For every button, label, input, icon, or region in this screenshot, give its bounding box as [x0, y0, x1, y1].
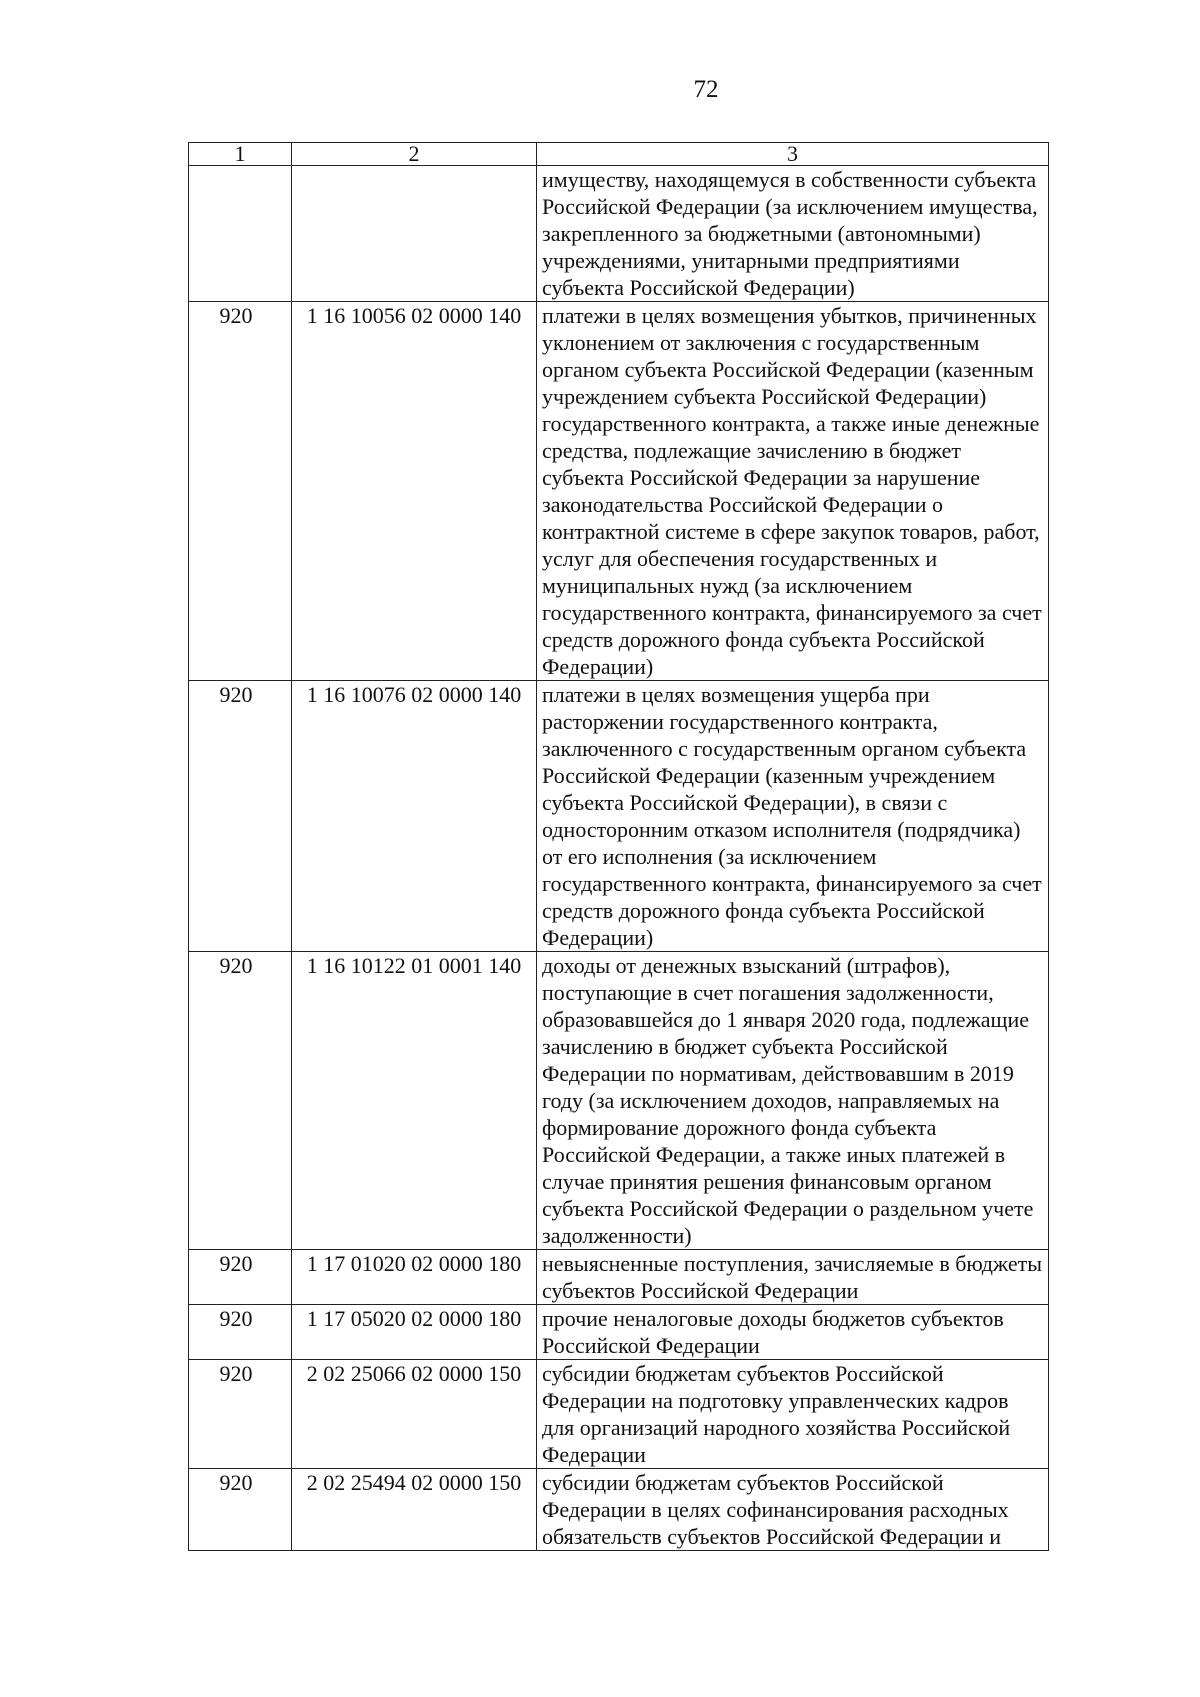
admin-code-cell: 920	[189, 1305, 292, 1360]
kbk-code-cell: 1 16 10076 02 0000 140	[292, 681, 537, 952]
table-row	[189, 1250, 1049, 1305]
description-cell: платежи в целях возмещения ущерба при расторжении государственного контракта, заключенного с государственным органом субъекта Российской Федерации (казенным учреждением субъекта Российской Федерации), в связи с односторонним отказом исполнителя (подрядчика) от его исполнения (за исключением государственного контракта, финансируемого за счет средств дорожного фонда субъекта Российской Федерации)	[537, 681, 1049, 952]
description-cell: платежи в целях возмещения убытков, причиненных уклонением от заключения с государственным органом субъекта Российской Федерации (казенным учреждением субъекта Российской Федерации) государственного контракта, а также иные денежные средства, подлежащие зачислению в бюджет субъекта Российской Федерации за нарушение законодательства Российской Федерации о контрактной системе в сфере закупок товаров, работ, услуг для обеспечения государственных и муниципальных нужд (за исключением государственного контракта, финансируемого за счет средств дорожного фонда субъекта Российской Федерации)	[537, 302, 1049, 681]
table-row	[189, 1469, 1049, 1551]
budget-codes-table	[188, 142, 1049, 1551]
admin-code-cell: 920	[189, 681, 292, 952]
admin-code-cell	[189, 166, 292, 302]
column-header-2: 2	[292, 143, 537, 166]
description-cell: доходы от денежных взысканий (штрафов), поступающие в счет погашения задолженности, образовавшейся до 1 января 2020 года, подлежащие зачислению в бюджет субъекта Российской Федерации по нормативам, действовавшим в 2019 году (за исключением доходов, направляемых на формирование дорожного фонда субъекта Российской Федерации, а также иных платежей в случае принятия решения финансовым органом субъекта Российской Федерации о раздельном учете задолженности)	[537, 952, 1049, 1250]
kbk-code-cell: 2 02 25066 02 0000 150	[292, 1360, 537, 1469]
column-header-1: 1	[189, 143, 292, 166]
table-row	[189, 166, 1049, 302]
kbk-code-cell: 1 17 05020 02 0000 180	[292, 1305, 537, 1360]
description-cell: субсидии бюджетам субъектов Российской Федерации в целях софинансирования расходных обязательств субъектов Российской Федерации и	[537, 1469, 1049, 1551]
admin-code-cell: 920	[189, 1469, 292, 1551]
page-number: 72	[693, 76, 719, 103]
description-cell: прочие неналоговые доходы бюджетов субъектов Российской Федерации	[537, 1305, 1049, 1360]
kbk-code-cell: 2 02 25494 02 0000 150	[292, 1469, 537, 1551]
table-row	[189, 952, 1049, 1250]
admin-code-cell: 920	[189, 952, 292, 1250]
table-row	[189, 302, 1049, 681]
description-cell: имуществу, находящемуся в собственности субъекта Российской Федерации (за исключением имущества, закрепленного за бюджетными (автономными) учреждениями, унитарными предприятиями субъекта Российской Федерации)	[537, 166, 1049, 302]
table-body	[189, 166, 1049, 1551]
description-cell: субсидии бюджетам субъектов Российской Федерации на подготовку управленческих кадров для организаций народного хозяйства Российской Федерации	[537, 1360, 1049, 1469]
table-header	[189, 143, 1049, 166]
admin-code-cell: 920	[189, 1360, 292, 1469]
table-row	[189, 1305, 1049, 1360]
description-cell: невыясненные поступления, зачисляемые в бюджеты субъектов Российской Федерации	[537, 1250, 1049, 1305]
admin-code-cell: 920	[189, 302, 292, 681]
kbk-code-cell: 1 16 10056 02 0000 140	[292, 302, 537, 681]
table-row	[189, 1360, 1049, 1469]
table-row	[189, 681, 1049, 952]
kbk-code-cell: 1 16 10122 01 0001 140	[292, 952, 537, 1250]
kbk-code-cell	[292, 166, 537, 302]
header-row	[189, 143, 1049, 166]
admin-code-cell: 920	[189, 1250, 292, 1305]
column-header-3: 3	[537, 143, 1049, 166]
kbk-code-cell: 1 17 01020 02 0000 180	[292, 1250, 537, 1305]
